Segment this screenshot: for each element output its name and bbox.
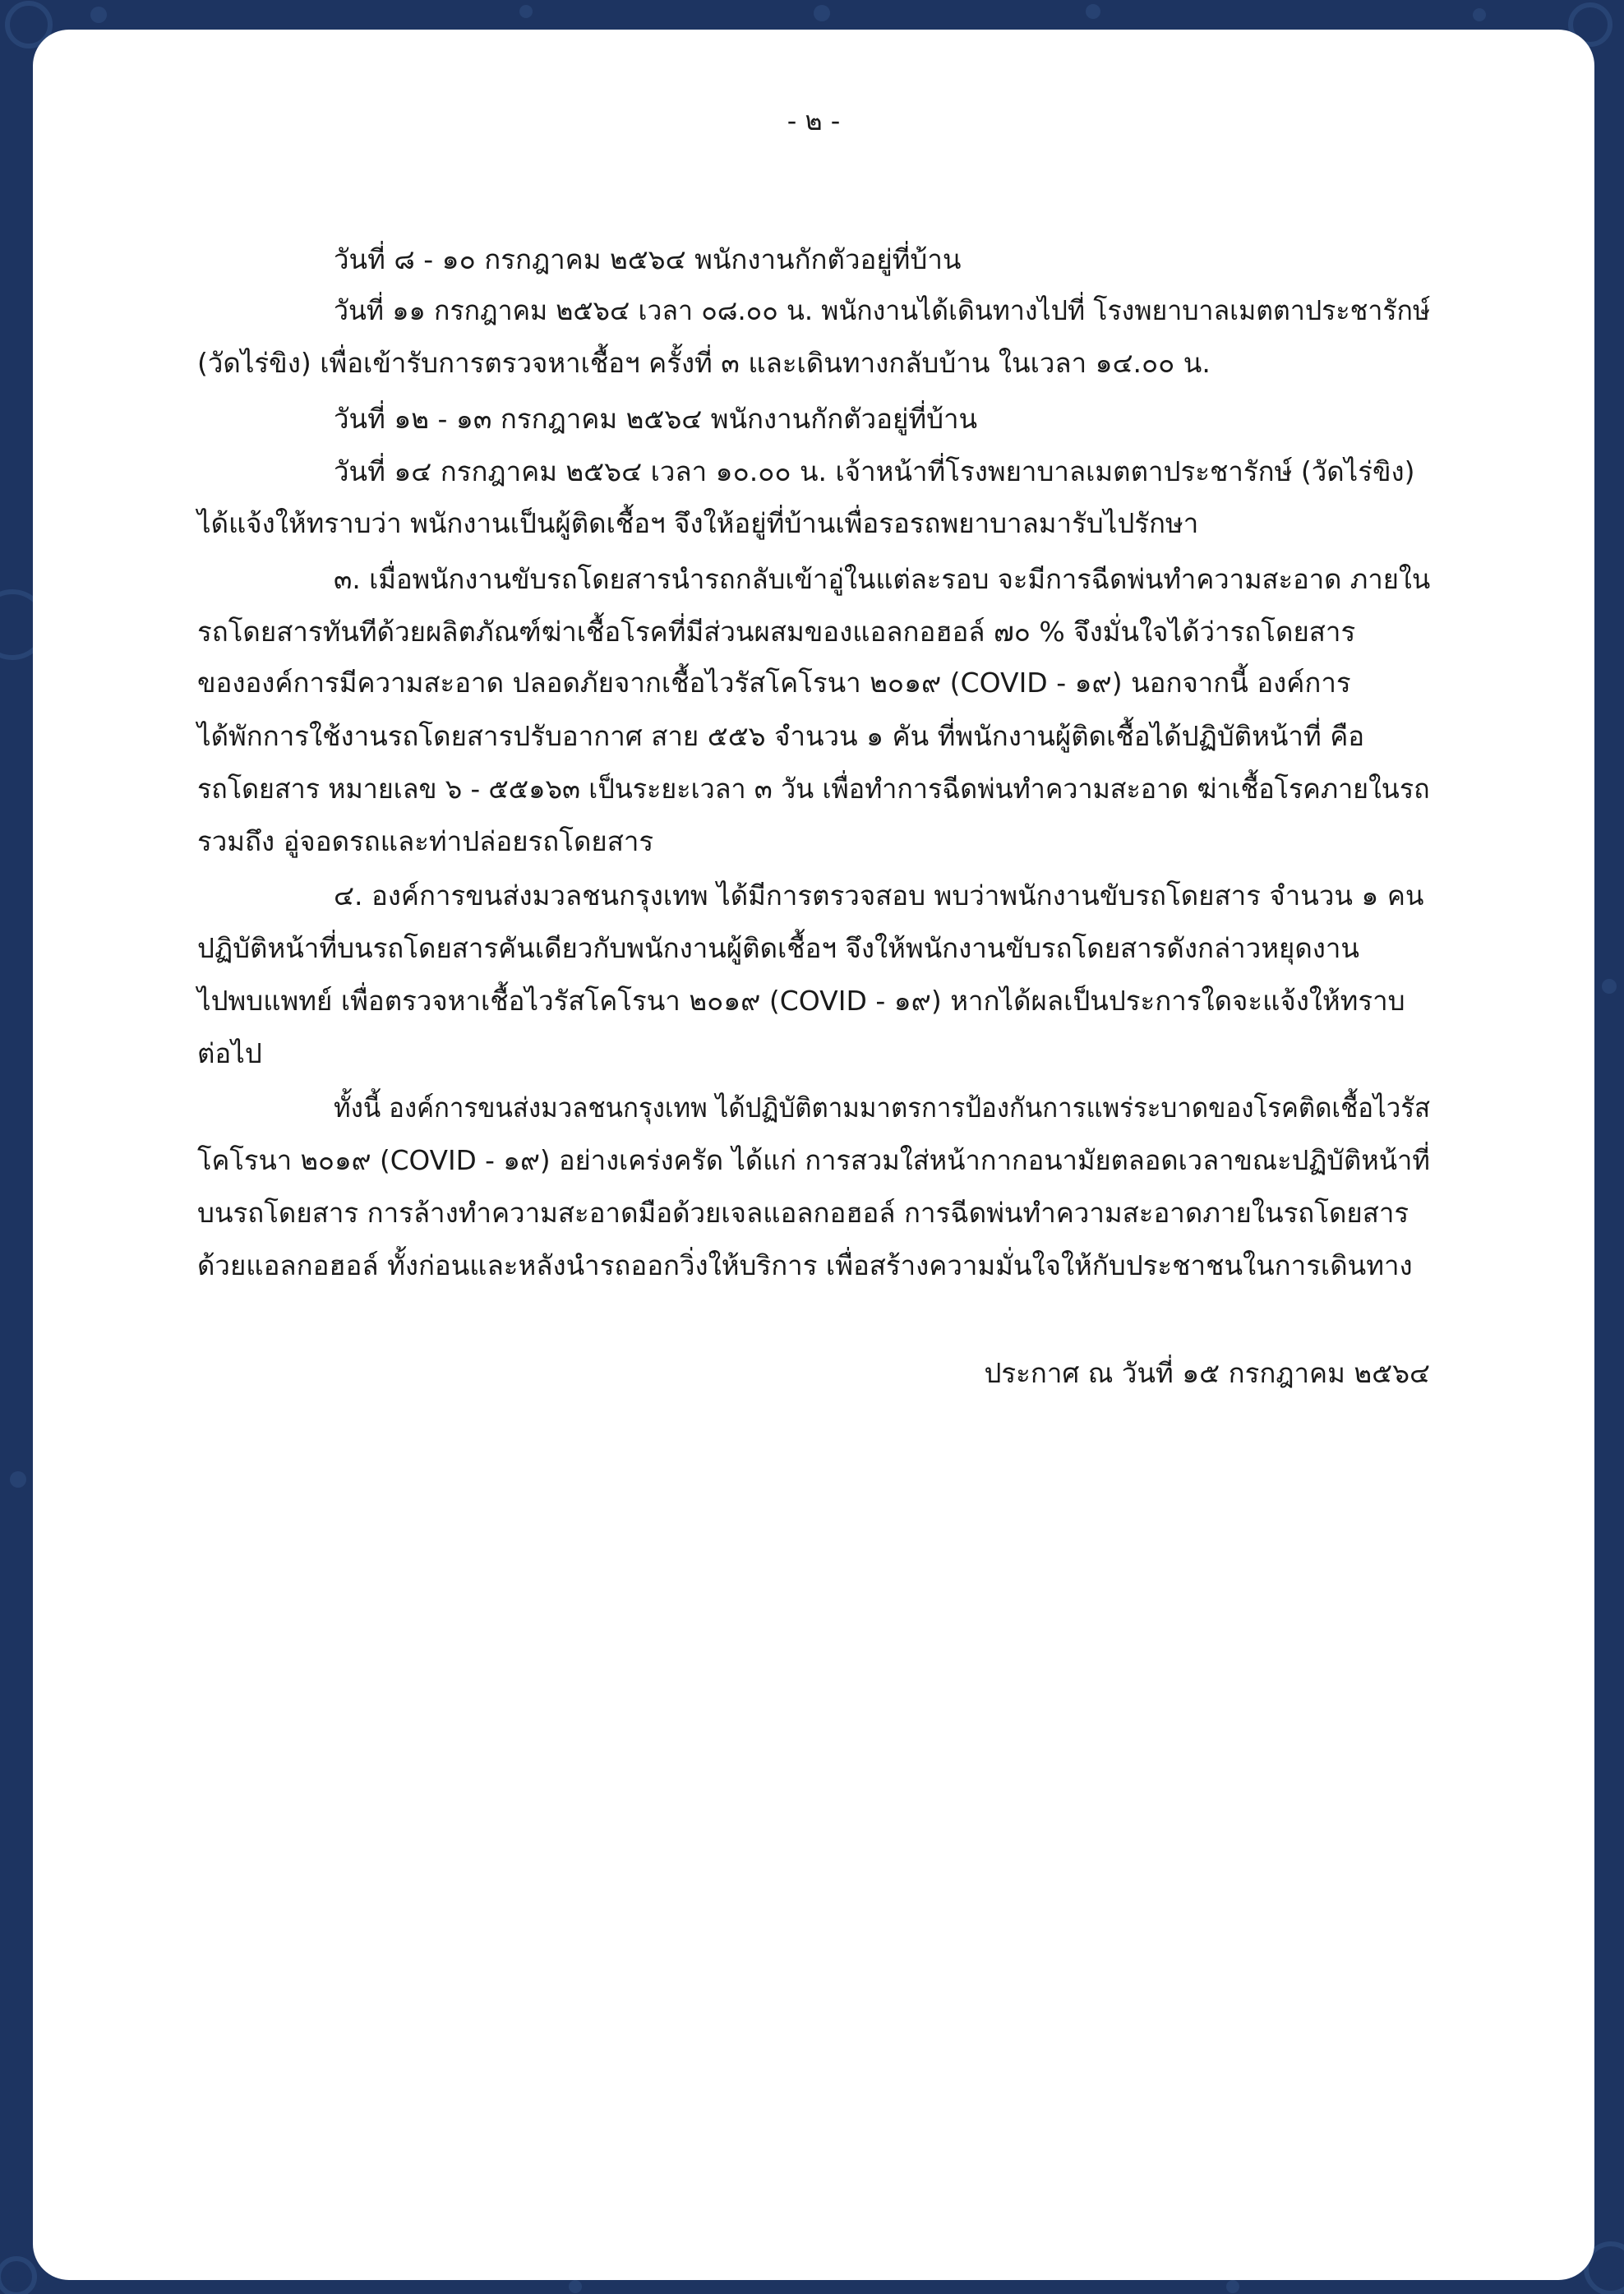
body-line: บนรถโดยสาร การล้างทำความสะอาดมือด้วยเจลแอลกอฮอล์ การฉีดพ่นทำความสะอาดภายในรถโดยสาร: [197, 1197, 1409, 1229]
body-line: ได้แจ้งให้ทราบว่า พนักงานเป็นผู้ติดเชื้อฯ จึงให้อยู่ที่บ้านเพื่อรอรถพยาบาลมารับไปรักษา: [197, 507, 1199, 539]
body-line: วันที่ ๘ - ๑๐ กรกฎาคม ๒๕๖๔ พนักงานกักตัวอยู่ที่บ้าน: [334, 243, 962, 275]
body-line: ได้พักการใช้งานรถโดยสารปรับอากาศ สาย ๕๕๖ จำนวน ๑ คัน ที่พนักงานผู้ติดเชื้อได้ปฏิบัติหน้าที่ คือ: [197, 720, 1365, 752]
body-line: วันที่ ๑๒ - ๑๓ กรกฎาคม ๒๕๖๔ พนักงานกักตัวอยู่ที่บ้าน: [334, 403, 978, 435]
body-line: (วัดไร่ขิง) เพื่อเข้ารับการตรวจหาเชื้อฯ ครั้งที่ ๓ และเดินทางกลับบ้าน ในเวลา ๑๔.๐๐ น.: [197, 347, 1211, 379]
page-number: - ๒ -: [787, 105, 841, 136]
body-line: ขององค์การมีความสะอาด ปลอดภัยจากเชื้อไวรัสโคโรนา ๒๐๑๙ (COVID - ๑๙) นอกจากนี้ องค์การ: [197, 667, 1351, 699]
body-line: ต่อไป: [197, 1037, 262, 1069]
body-line: โคโรนา ๒๐๑๙ (COVID - ๑๙) อย่างเคร่งครัด ได้แก่ การสวมใส่หน้ากากอนามัยตลอดเวลาขณะปฏิบัติหน้าที่: [197, 1144, 1430, 1176]
body-line: วันที่ ๑๔ กรกฎาคม ๒๕๖๔ เวลา ๑๐.๐๐ น. เจ้าหน้าที่โรงพยาบาลเมตตาประชารักษ์ (วัดไร่ขิง): [334, 455, 1415, 487]
body-line: ด้วยแอลกอฮอล์ ทั้งก่อนและหลังนำรถออกวิ่งให้บริการ เพื่อสร้างความมั่นใจให้กับประชาชนในการเดินทาง: [197, 1249, 1413, 1281]
body-line: ปฏิบัติหน้าที่บนรถโดยสารคันเดียวกับพนักงานผู้ติดเชื้อฯ จึงให้พนักงานขับรถโดยสารดังกล่าวหยุดงาน: [197, 932, 1359, 964]
body-line: ทั้งนี้ องค์การขนส่งมวลชนกรุงเทพ ได้ปฏิบัติตามมาตรการป้องกันการแพร่ระบาดของโรคติดเชื้อไวรัส: [334, 1092, 1431, 1124]
body-line: ไปพบแพทย์ เพื่อตรวจหาเชื้อไวรัสโคโรนา ๒๐๑๙ (COVID - ๑๙) หากได้ผลเป็นประการใดจะแจ้งให้ทราบ: [197, 985, 1405, 1017]
body-line: ๓. เมื่อพนักงานขับรถโดยสารนำรถกลับเข้าอู่ในแต่ละรอบ จะมีการฉีดพ่นทำความสะอาด ภายใน: [334, 563, 1431, 595]
body-line: ๔. องค์การขนส่งมวลชนกรุงเทพ ได้มีการตรวจสอบ พบว่าพนักงานขับรถโดยสาร จำนวน ๑ คน: [334, 879, 1424, 912]
body-line: วันที่ ๑๑ กรกฎาคม ๒๕๖๔ เวลา ๐๘.๐๐ น. พนักงานได้เดินทางไปที่ โรงพยาบาลเมตตาประชารักษ์: [334, 294, 1431, 326]
body-line: รวมถึง อู่จอดรถและท่าปล่อยรถโดยสาร: [197, 825, 654, 857]
body-line: รถโดยสาร หมายเลข ๖ - ๕๕๑๖๓ เป็นระยะเวลา ๓ วัน เพื่อทำการฉีดพ่นทำความสะอาด ฆ่าเชื้อโรคภายในรถ: [197, 773, 1430, 805]
announcement-date: ประกาศ ณ วันที่ ๑๕ กรกฎาคม ๒๕๖๔: [984, 1357, 1430, 1389]
document-page: [33, 30, 1594, 2280]
body-line: รถโดยสารทันทีด้วยผลิตภัณฑ์ฆ่าเชื้อโรคที่มีส่วนผสมของแอลกอฮอล์ ๗๐ % จึงมั่นใจได้ว่ารถโดยสาร: [197, 616, 1356, 648]
